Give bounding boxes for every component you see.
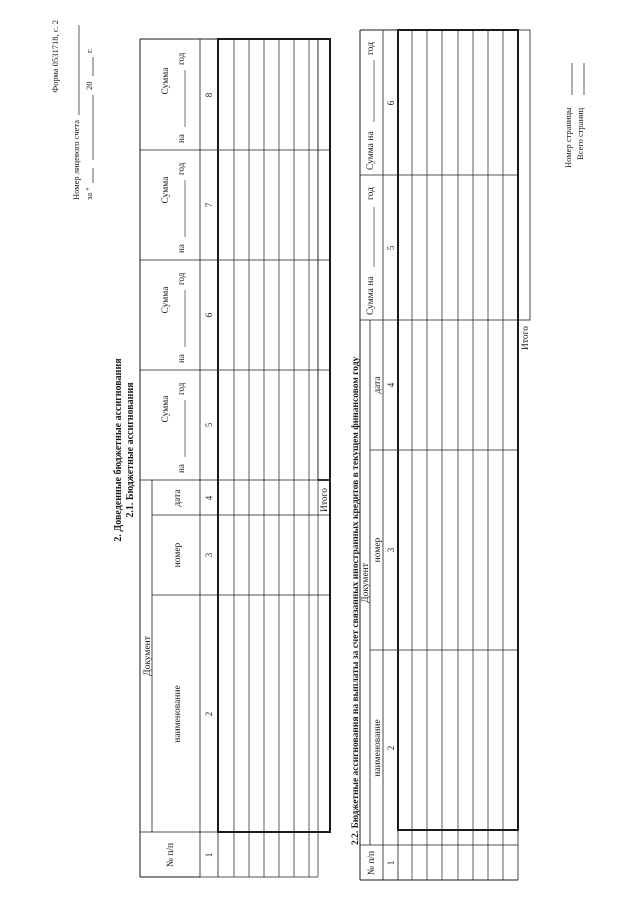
- section21-title: 2.1. Бюджетные ассигнования: [125, 382, 136, 518]
- t2-col-date: дата: [373, 376, 383, 394]
- t1-sum6-label: Сумма: [161, 286, 171, 314]
- budget-allocations-table: [140, 39, 330, 877]
- t1-doc-group: Документ: [143, 636, 153, 676]
- t1-index-3: 3: [204, 552, 214, 558]
- t2-col-number: номер: [373, 537, 383, 563]
- t2-total-label: Итого: [521, 325, 531, 351]
- t1-index-4: 4: [204, 495, 214, 501]
- t1-total-label: Итого: [320, 487, 330, 513]
- t1-sum7-on: на: [176, 244, 186, 253]
- rotated-page: [50, 20, 585, 880]
- t2-sum5-year: год: [366, 187, 376, 200]
- t1-sum8-on: на: [176, 134, 186, 143]
- t1-index-6: 6: [204, 312, 214, 318]
- t1-sum8-label: Сумма: [161, 67, 171, 95]
- total-pages-label: Всего страниц: [575, 107, 585, 160]
- t1-index-7: 7: [204, 202, 214, 208]
- t1-sum5-year: год: [176, 382, 186, 395]
- t2-index-6: 6: [386, 100, 396, 106]
- account-label: Номер лицевого счета: [71, 120, 81, 200]
- t1-col-number: номер: [173, 542, 183, 568]
- t1-index-5: 5: [204, 422, 214, 428]
- t2-sum6-year: год: [366, 42, 376, 55]
- t2-sum6-on: Сумма на: [366, 131, 376, 170]
- t2-index-4: 4: [386, 382, 396, 388]
- t1-col-name: наименование: [173, 685, 183, 743]
- t2-doc-group: Документ: [361, 563, 371, 603]
- t2-col-num: № п/п: [367, 850, 377, 876]
- period-year-suffix: г.: [84, 48, 94, 53]
- form-label: Форма 0531718, с. 2: [50, 20, 60, 93]
- foreign-credit-allocations-table: [360, 30, 531, 880]
- t1-col-date: дата: [173, 489, 183, 507]
- t1-sum5-label: Сумма: [161, 395, 171, 423]
- t2-sum5-on: Сумма на: [366, 276, 376, 315]
- t1-sum6-year: год: [176, 272, 186, 285]
- page-number-label: Номер страницы: [563, 107, 573, 168]
- t1-sum5-on: на: [176, 464, 186, 473]
- t1-sum6-on: на: [176, 354, 186, 363]
- section22-title: 2.2. Бюджетные ассигнования на выплаты за счет связанных иностранных кредитов в текущем финансовом году: [351, 356, 361, 845]
- t2-index-2: 2: [386, 745, 396, 751]
- t1-col-num: № п/п: [166, 842, 176, 868]
- t1-index-1: 1: [204, 852, 214, 858]
- t1-sum7-label: Сумма: [161, 176, 171, 204]
- section2-title: 2. Доведенные бюджетные ассигнования: [113, 358, 124, 542]
- t2-index-3: 3: [386, 547, 396, 553]
- t2-index-1: 1: [386, 860, 396, 866]
- period-year-prefix: 20: [84, 81, 94, 90]
- t1-index-2: 2: [204, 711, 214, 717]
- period-label: за ": [84, 187, 94, 200]
- t1-index-8: 8: [204, 92, 214, 98]
- t2-index-5: 5: [386, 245, 396, 251]
- t1-sum8-year: год: [176, 52, 186, 65]
- t2-col-name: наименование: [373, 719, 383, 777]
- t1-sum7-year: год: [176, 162, 186, 175]
